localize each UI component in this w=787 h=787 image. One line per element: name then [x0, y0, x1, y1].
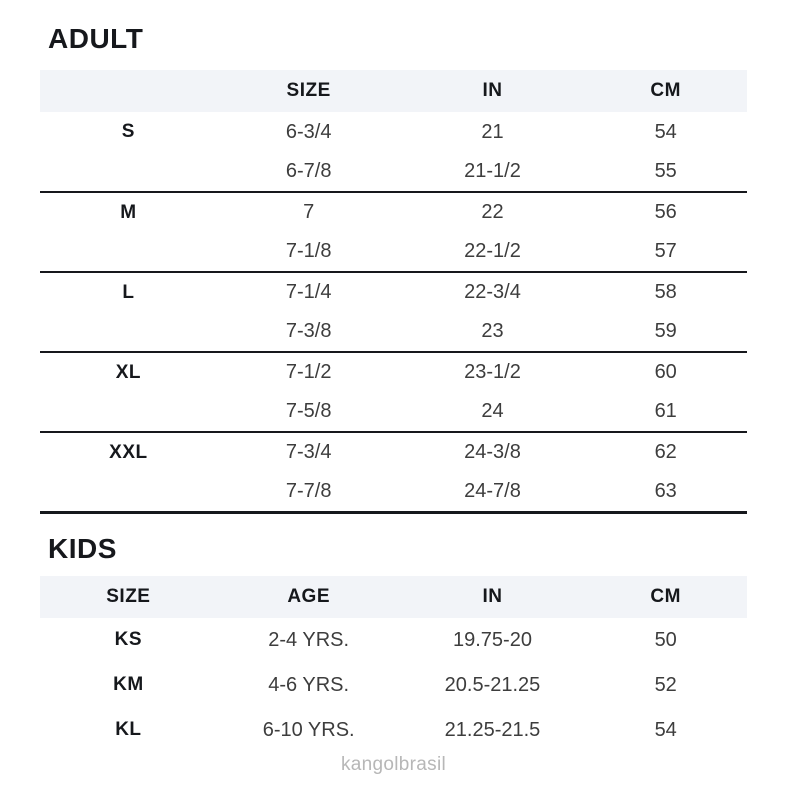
- column-header-cm: CM: [650, 80, 681, 101]
- cm-cell: 60: [654, 361, 677, 383]
- cm-cell: 56: [654, 201, 677, 223]
- age-cell: 2-4 YRS.: [268, 628, 350, 651]
- adult-group-m: [40, 192, 747, 272]
- inches-cell: 22-3/4: [464, 281, 521, 303]
- hat-size-cell: 7-1/8: [285, 240, 332, 262]
- inches-cell: 21: [481, 120, 504, 143]
- age-cell: 4-6 YRS.: [268, 673, 350, 696]
- size-label-cell: [40, 152, 217, 192]
- column-header-age: AGE: [287, 585, 330, 607]
- adult-size-table: [40, 70, 747, 514]
- column-header-in: IN: [482, 80, 503, 101]
- size-chart-page: [0, 22, 787, 787]
- cm-cell: 54: [654, 718, 677, 741]
- adult-section-title: ADULT: [48, 23, 144, 54]
- size-label-cell: KM: [113, 674, 144, 695]
- inches-cell: 19.75-20: [452, 628, 532, 651]
- size-label-cell: [40, 472, 217, 512]
- table-row: [40, 392, 747, 432]
- hat-size-cell: 7-7/8: [285, 479, 332, 502]
- inches-cell: 24-7/8: [464, 479, 521, 502]
- table-row: [40, 663, 747, 708]
- hat-size-cell: 7-3/8: [285, 320, 332, 342]
- size-label-cell: [40, 232, 217, 272]
- size-label-cell: [40, 312, 217, 352]
- cm-cell: 52: [654, 673, 677, 696]
- age-cell: 6-10 YRS.: [262, 718, 355, 741]
- column-header-size: SIZE: [106, 585, 151, 607]
- inches-cell: 24: [481, 400, 504, 422]
- column-header-in: IN: [482, 585, 503, 607]
- size-label-cell: XL: [115, 361, 142, 383]
- inches-cell: 21-1/2: [464, 160, 521, 182]
- column-header-blank: [40, 70, 217, 112]
- table-row: [40, 352, 747, 392]
- adult-group-s: [40, 112, 747, 192]
- hat-size-cell: 7-3/4: [285, 441, 332, 463]
- table-row: [40, 708, 747, 753]
- hat-size-cell: 6-3/4: [285, 120, 332, 143]
- kids-rows: [40, 618, 747, 753]
- cm-cell: 61: [654, 400, 677, 422]
- column-header-size: SIZE: [286, 80, 331, 101]
- cm-cell: 62: [654, 441, 677, 463]
- size-label-cell: [40, 392, 217, 432]
- adult-header-row: [40, 70, 747, 112]
- cm-cell: 55: [654, 160, 677, 182]
- hat-size-cell: 6-7/8: [285, 160, 332, 182]
- brand-watermark: kangolbrasil: [341, 753, 446, 775]
- inches-cell: 22-1/2: [464, 240, 521, 262]
- cm-cell: 58: [654, 281, 677, 303]
- hat-size-cell: 7-1/4: [285, 281, 332, 303]
- table-row: [40, 618, 747, 663]
- kids-header-row: [40, 576, 747, 618]
- column-header-cm: CM: [650, 585, 681, 607]
- hat-size-cell: 7-1/2: [285, 361, 332, 383]
- inches-cell: 20.5-21.25: [444, 673, 541, 696]
- table-row: [40, 272, 747, 312]
- table-row: [40, 472, 747, 512]
- kids-size-table: [40, 576, 747, 753]
- size-label-cell: KS: [114, 629, 143, 650]
- table-row: [40, 152, 747, 192]
- table-row: [40, 312, 747, 352]
- inches-cell: 23-1/2: [464, 361, 521, 383]
- size-label-cell: XXL: [109, 441, 148, 463]
- size-label-cell: KL: [115, 719, 142, 740]
- table-row: [40, 112, 747, 152]
- table-row: [40, 232, 747, 272]
- adult-group-xxl: [40, 432, 747, 512]
- cm-cell: 59: [654, 320, 677, 342]
- inches-cell: 22: [481, 201, 504, 223]
- adult-group-xl: [40, 352, 747, 432]
- size-label-cell: S: [121, 121, 135, 142]
- size-label-cell: M: [120, 201, 137, 223]
- cm-cell: 57: [654, 240, 677, 262]
- cm-cell: 54: [654, 120, 677, 143]
- table-row: [40, 192, 747, 232]
- size-label-cell: L: [122, 281, 135, 303]
- cm-cell: 50: [654, 628, 677, 651]
- inches-cell: 21.25-21.5: [444, 718, 541, 741]
- inches-cell: 23: [481, 320, 504, 342]
- table-row: [40, 432, 747, 472]
- cm-cell: 63: [654, 479, 677, 502]
- hat-size-cell: 7-5/8: [285, 400, 332, 422]
- hat-size-cell: 7: [303, 201, 315, 223]
- kids-section-title: KIDS: [48, 532, 117, 564]
- inches-cell: 24-3/8: [464, 441, 521, 463]
- adult-group-l: [40, 272, 747, 352]
